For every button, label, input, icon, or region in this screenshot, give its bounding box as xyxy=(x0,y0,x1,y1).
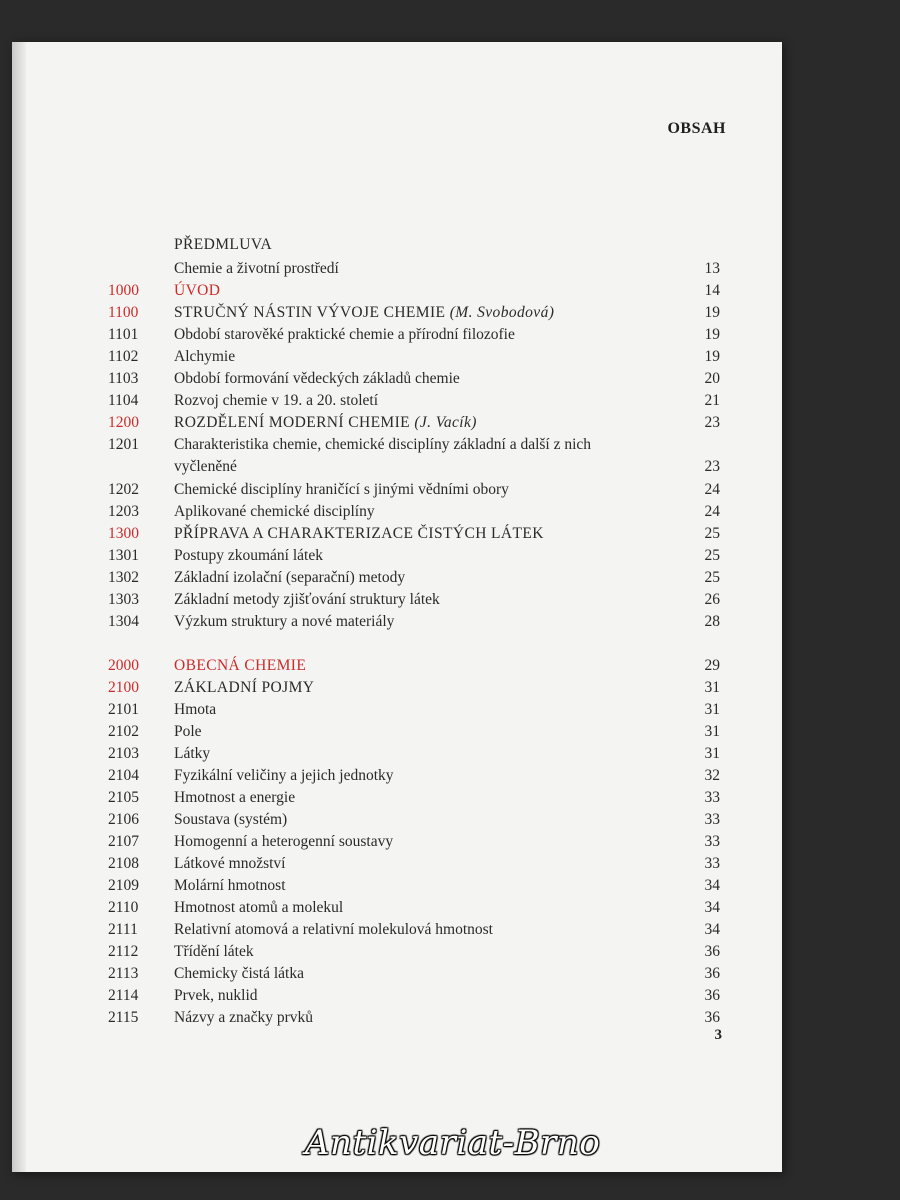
toc-entry-title xyxy=(174,721,712,743)
toc-entry-title xyxy=(174,611,712,633)
toc-entry-number: 2106 xyxy=(108,811,139,828)
toc-entry-title-text: Látky xyxy=(174,745,211,762)
toc-entry-title-text: Období formování vědeckých základů chemie xyxy=(174,370,460,387)
toc-entry xyxy=(12,853,782,875)
toc-entry-title xyxy=(174,456,712,478)
toc-entry-title xyxy=(174,655,712,677)
toc-entry-title xyxy=(174,324,712,346)
toc-entry-number: 2104 xyxy=(108,767,139,784)
toc-entry xyxy=(12,985,782,1007)
toc-entry-page: 36 xyxy=(704,965,720,982)
toc-entry xyxy=(12,434,782,456)
toc-entry-title xyxy=(174,434,712,456)
toc-entry-number: 2110 xyxy=(108,899,139,916)
toc-entry xyxy=(12,280,782,302)
toc-entry-page: 28 xyxy=(704,613,720,630)
toc-entry-title xyxy=(174,963,712,985)
table-of-contents xyxy=(12,42,782,1172)
toc-entry-number: 1302 xyxy=(108,569,139,586)
toc-entry-title-text: Látkové množství xyxy=(174,855,286,872)
toc-entry-number: 1303 xyxy=(108,591,139,608)
toc-entry-page: 36 xyxy=(704,987,720,1004)
toc-entry-title xyxy=(174,985,712,1007)
toc-entry xyxy=(12,234,782,256)
toc-entry xyxy=(12,1007,782,1029)
toc-entry-page: 19 xyxy=(704,326,720,343)
toc-entry-number: 2109 xyxy=(108,877,139,894)
toc-entry-title-text: Hmotnost atomů a molekul xyxy=(174,899,344,916)
toc-entry-title-text: Relativní atomová a relativní molekulová hmotnost xyxy=(174,921,493,938)
toc-entry-page: 23 xyxy=(704,414,720,431)
toc-entry-title xyxy=(174,897,712,919)
toc-entry-number: 1100 xyxy=(108,304,139,321)
toc-entry-title-text: Rozvoj chemie v 19. a 20. století xyxy=(174,392,379,409)
toc-entry-title-text: Fyzikální veličiny a jejich jednotky xyxy=(174,767,394,784)
toc-entry-page: 25 xyxy=(704,525,720,542)
toc-entry-title xyxy=(174,501,712,523)
toc-entry xyxy=(12,368,782,390)
toc-entry-title xyxy=(174,523,712,545)
toc-entry-page: 33 xyxy=(704,811,720,828)
toc-entry xyxy=(12,809,782,831)
toc-entry xyxy=(12,875,782,897)
toc-entry xyxy=(12,831,782,853)
toc-entry-page: 36 xyxy=(704,1009,720,1026)
toc-entry-page: 31 xyxy=(704,723,720,740)
book-page xyxy=(12,42,782,1172)
toc-entry-number: 1000 xyxy=(108,282,139,299)
toc-entry-title xyxy=(174,875,712,897)
toc-entry-title-text: ZÁKLADNÍ POJMY xyxy=(174,679,315,696)
toc-entry-number: 1203 xyxy=(108,503,139,520)
toc-entry-title xyxy=(174,743,712,765)
toc-entry xyxy=(12,765,782,787)
toc-entry xyxy=(12,699,782,721)
toc-entry-title-text: Základní izolační (separační) metody xyxy=(174,569,406,586)
toc-entry-title-text: STRUČNÝ NÁSTIN VÝVOJE CHEMIE xyxy=(174,304,446,321)
toc-entry-page: 31 xyxy=(704,701,720,718)
toc-entry-title-text: Charakteristika chemie, chemické disciplíny základní a další z nich xyxy=(174,436,592,453)
toc-entry-page: 33 xyxy=(704,855,720,872)
toc-entry-title xyxy=(174,677,712,699)
toc-entry-page: 32 xyxy=(704,767,720,784)
toc-entry-number: 1104 xyxy=(108,392,139,409)
toc-entry xyxy=(12,390,782,412)
toc-entry-title xyxy=(174,545,712,567)
toc-entry-title-text: PŘEDMLUVA xyxy=(174,236,273,253)
toc-entry-page: 13 xyxy=(704,260,720,277)
toc-entry-title xyxy=(174,765,712,787)
toc-entry-title xyxy=(174,412,712,434)
toc-entry-author: (M. Svobodová) xyxy=(449,304,555,321)
toc-entry-title-text: Období starověké praktické chemie a přírodní filozofie xyxy=(174,326,515,343)
toc-entry-number: 1200 xyxy=(108,414,139,431)
toc-entry-title-text: PŘÍPRAVA A CHARAKTERIZACE ČISTÝCH LÁTEK xyxy=(174,525,544,542)
toc-entry xyxy=(12,655,782,677)
toc-entry xyxy=(12,501,782,523)
toc-entry-page: 24 xyxy=(704,503,720,520)
toc-entry xyxy=(12,346,782,368)
toc-entry-title-text: Chemie a životní prostředí xyxy=(174,260,339,277)
toc-entry-author: (J. Vacík) xyxy=(414,414,477,431)
toc-entry-title-text: Postupy zkoumání látek xyxy=(174,547,323,564)
toc-entry-title xyxy=(174,831,712,853)
toc-entry-title-text: Základní metody zjišťování struktury látek xyxy=(174,591,440,608)
toc-entry-number: 2000 xyxy=(108,657,139,674)
toc-entry-title-text: Aplikované chemické disciplíny xyxy=(174,503,375,520)
toc-entry-page: 31 xyxy=(704,745,720,762)
toc-entry xyxy=(12,787,782,809)
toc-entry-number: 2101 xyxy=(108,701,139,718)
toc-entry-title xyxy=(174,919,712,941)
toc-entry xyxy=(12,677,782,699)
toc-entry-title xyxy=(174,809,712,831)
page-number: 3 xyxy=(714,1027,722,1043)
toc-entry-page: 25 xyxy=(704,569,720,586)
toc-entry-number: 1202 xyxy=(108,481,139,498)
toc-entry xyxy=(12,545,782,567)
toc-entry-page: 21 xyxy=(704,392,720,409)
toc-entry-title xyxy=(174,479,712,501)
toc-entry-page: 14 xyxy=(704,282,720,299)
toc-entry xyxy=(12,523,782,545)
toc-entry xyxy=(12,897,782,919)
toc-entry-number: 2100 xyxy=(108,679,139,696)
toc-entry xyxy=(12,941,782,963)
toc-entry-title-text: ROZDĚLENÍ MODERNÍ CHEMIE xyxy=(174,414,411,431)
toc-entry-page: 31 xyxy=(704,679,720,696)
toc-entry-number: 2105 xyxy=(108,789,139,806)
toc-entry-title-text: Molární hmotnost xyxy=(174,877,286,894)
toc-entry-title-text: OBECNÁ CHEMIE xyxy=(174,657,307,674)
toc-entry-page: 29 xyxy=(704,657,720,674)
toc-entry-title xyxy=(174,787,712,809)
toc-entry-number: 1103 xyxy=(108,370,139,387)
toc-entry-title xyxy=(174,258,712,280)
page-heading: OBSAH xyxy=(667,120,726,137)
toc-entry-number: 1304 xyxy=(108,613,139,630)
toc-entry-number: 2112 xyxy=(108,943,139,960)
toc-entry-number: 2111 xyxy=(108,921,138,938)
toc-entry xyxy=(12,743,782,765)
toc-entry-page: 24 xyxy=(704,481,720,498)
toc-entry xyxy=(12,721,782,743)
toc-entry-number: 2102 xyxy=(108,723,139,740)
toc-entry-number: 1300 xyxy=(108,525,139,542)
toc-entry-title xyxy=(174,390,712,412)
toc-entry-page: 36 xyxy=(704,943,720,960)
toc-entry-title-text: Výzkum struktury a nové materiály xyxy=(174,613,395,630)
toc-entry-page: 20 xyxy=(704,370,720,387)
toc-entry-title xyxy=(174,280,712,302)
toc-entry-title xyxy=(174,302,712,324)
toc-entry xyxy=(12,456,782,478)
toc-entry xyxy=(12,611,782,633)
toc-entry-page: 34 xyxy=(704,899,720,916)
toc-entry xyxy=(12,963,782,985)
toc-entry xyxy=(12,919,782,941)
toc-entry-title-text: ÚVOD xyxy=(174,282,221,299)
toc-entry-title-text: vyčleněné xyxy=(174,458,237,475)
toc-entry-page: 26 xyxy=(704,591,720,608)
toc-entry-title xyxy=(174,368,712,390)
toc-entry xyxy=(12,589,782,611)
toc-entry-title-text: Názvy a značky prvků xyxy=(174,1009,314,1026)
toc-entry xyxy=(12,258,782,280)
toc-entry xyxy=(12,567,782,589)
toc-entry-number: 1102 xyxy=(108,348,139,365)
toc-entry-title-text: Chemicky čistá látka xyxy=(174,965,304,982)
toc-entry-title-text: Soustava (systém) xyxy=(174,811,288,828)
toc-entry xyxy=(12,412,782,434)
toc-entry-page: 33 xyxy=(704,789,720,806)
toc-entry xyxy=(12,479,782,501)
toc-entry-title xyxy=(174,567,712,589)
toc-entry xyxy=(12,302,782,324)
toc-entry-title-text: Hmota xyxy=(174,701,217,718)
toc-entry-title-text: Chemické disciplíny hraničící s jinými vědními obory xyxy=(174,481,509,498)
toc-entry-number: 1101 xyxy=(108,326,139,343)
toc-entry-number: 2103 xyxy=(108,745,139,762)
toc-entry-title-text: Homogenní a heterogenní soustavy xyxy=(174,833,394,850)
toc-entry-title xyxy=(174,346,712,368)
toc-entry-title-text: Pole xyxy=(174,723,202,740)
toc-entry-page: 19 xyxy=(704,304,720,321)
toc-entry-title xyxy=(174,853,712,875)
toc-entry-page: 23 xyxy=(704,458,720,475)
toc-entry-number: 2115 xyxy=(108,1009,139,1026)
toc-entry xyxy=(12,324,782,346)
toc-entry-page: 34 xyxy=(704,877,720,894)
toc-entry-number: 2114 xyxy=(108,987,139,1004)
toc-entry-page: 19 xyxy=(704,348,720,365)
toc-entry-number: 1201 xyxy=(108,436,139,453)
toc-entry-title xyxy=(174,589,712,611)
watermark-text: Antikvariat-Brno xyxy=(305,1123,601,1163)
toc-entry-title-text: Prvek, nuklid xyxy=(174,987,258,1004)
toc-entry-title-text: Hmotnost a energie xyxy=(174,789,296,806)
toc-entry-number: 2113 xyxy=(108,965,139,982)
toc-entry-title xyxy=(174,941,712,963)
toc-entry-title-text: Třídění látek xyxy=(174,943,254,960)
toc-entry-title xyxy=(174,699,712,721)
toc-entry-page: 34 xyxy=(704,921,720,938)
toc-entry-title xyxy=(174,1007,712,1029)
toc-entry-page: 25 xyxy=(704,547,720,564)
toc-entry-number: 2108 xyxy=(108,855,139,872)
toc-entry-title-text: Alchymie xyxy=(174,348,236,365)
toc-entry-number: 1301 xyxy=(108,547,139,564)
toc-entry-title xyxy=(174,234,712,256)
toc-entry-page: 33 xyxy=(704,833,720,850)
toc-entry-number: 2107 xyxy=(108,833,139,850)
